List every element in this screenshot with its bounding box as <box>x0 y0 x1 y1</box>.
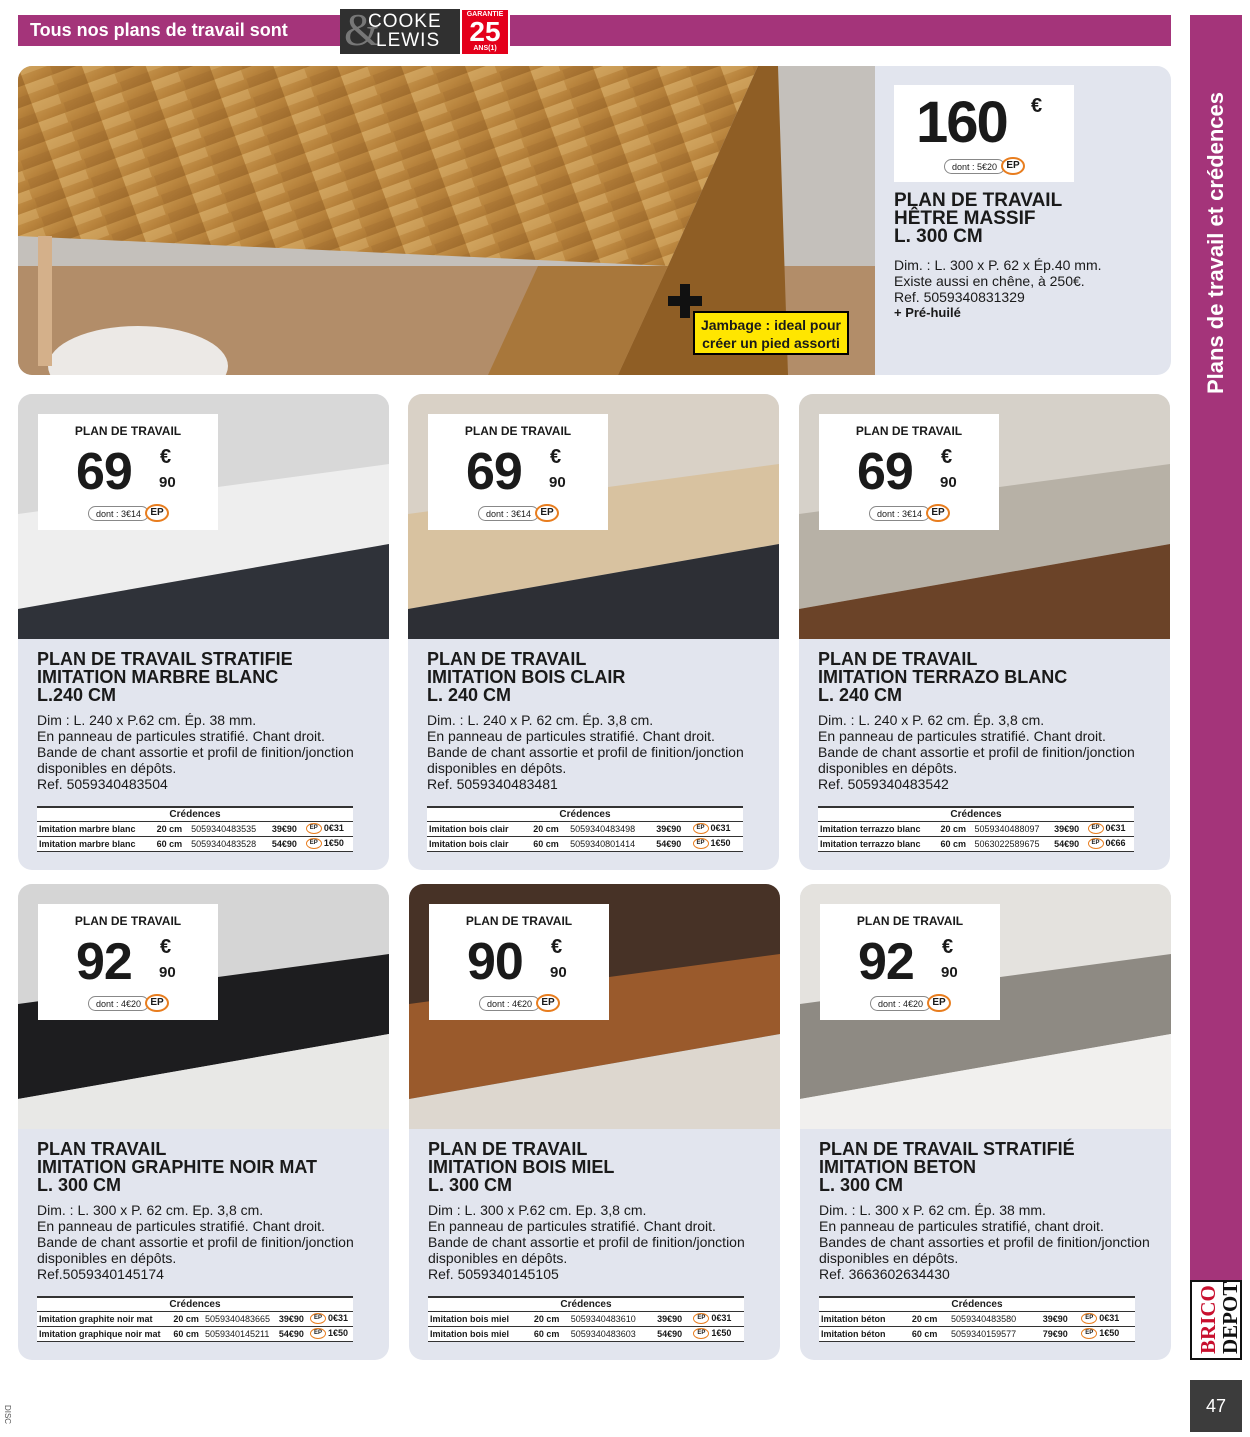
product-desc-line: Ref. 5059340145105 <box>428 1266 559 1282</box>
logo-depot: DEPOT <box>1218 1281 1242 1354</box>
credence-eco: 0€66 <box>1105 837 1126 848</box>
table-row <box>427 836 743 851</box>
product-card[interactable] <box>409 884 780 1360</box>
price-cents: 90 <box>549 474 566 491</box>
table-row <box>819 1311 1135 1326</box>
hero-desc-line: Existe aussi en chêne, à 250€. <box>894 273 1085 289</box>
table-row <box>37 1311 353 1326</box>
guarantee-years: 25 <box>469 16 501 47</box>
product-title-line: L. 240 CM <box>818 685 903 705</box>
price: 92 <box>76 933 132 991</box>
ep-icon: EP <box>306 823 322 834</box>
credence-ref: 5059340159577 <box>949 1326 1041 1341</box>
credence-name: Imitation bois clair <box>427 821 531 836</box>
ep-icon: EP <box>145 504 169 522</box>
credence-name: Imitation béton <box>819 1326 910 1341</box>
ep-icon: EP <box>145 994 169 1012</box>
hero-desc-line: Dim. : L. 300 x P. 62 x Ép.40 mm. <box>894 257 1102 273</box>
product-desc-line: Ref. 5059340483481 <box>427 776 558 792</box>
credence-ref: 5059340483610 <box>569 1311 655 1326</box>
credence-price: 39€90 <box>1041 1311 1080 1326</box>
brico-depot-logo <box>1190 1280 1242 1360</box>
credence-eco: 1€50 <box>327 1327 349 1338</box>
sidebar-title: Plans de travail et crédences <box>1203 91 1228 395</box>
price-box <box>428 414 608 530</box>
credence-name: Imitation terrazzo blanc <box>818 836 938 851</box>
ep-icon: EP <box>693 1328 709 1339</box>
price-label: PLAN DE TRAVAIL <box>855 424 963 438</box>
product-description <box>818 712 1158 792</box>
product-desc-line: Dim. : L. 240 x P. 62 cm. Ép. 3,8 cm. <box>427 712 654 728</box>
product-title-line: IMITATION TERRAZO BLANC <box>818 667 1068 687</box>
header-bar <box>18 4 1171 55</box>
logo-line-1: COOKE <box>368 11 442 32</box>
credence-eco: 1€50 <box>710 837 731 848</box>
credences-table <box>37 1296 353 1342</box>
product-desc-line: Bandes de chant assorties et profil de finition/jonction <box>819 1234 1150 1250</box>
hero-title-line: HÊTRE MASSIF <box>894 208 1036 229</box>
credence-eco: 0€31 <box>1105 822 1126 833</box>
product-title-line: PLAN DE TRAVAIL <box>427 649 587 669</box>
product-description <box>428 1202 768 1282</box>
price-cents: 90 <box>159 474 176 491</box>
header-title: Tous nos plans de travail sont <box>30 20 288 40</box>
credence-ref: 5059340488097 <box>972 821 1052 836</box>
product-desc-line: Ref.5059340145174 <box>37 1266 164 1282</box>
credence-eco: 1€50 <box>1099 1327 1120 1338</box>
ep-icon: EP <box>1088 823 1104 834</box>
product-desc-line: disponibles en dépôts. <box>37 760 177 776</box>
product-card[interactable] <box>800 884 1171 1360</box>
table-row <box>428 1311 744 1326</box>
credence-name: Imitation graphique noir mat <box>37 1326 171 1341</box>
credence-ref: 5059340483665 <box>203 1311 277 1326</box>
product-title-line: PLAN DE TRAVAIL STRATIFIE <box>37 649 293 669</box>
product-title-line: L. 300 CM <box>819 1175 904 1195</box>
hero-price: 160 <box>916 90 1007 155</box>
hero-currency: € <box>1031 95 1043 117</box>
product-desc-line: Bande de chant assortie et profil de finition/jonction <box>427 744 744 760</box>
price-label: PLAN DE TRAVAIL <box>464 424 572 438</box>
price-box <box>820 904 1000 1020</box>
price-box <box>429 904 609 1020</box>
credence-price: 54€90 <box>277 1326 308 1341</box>
logo-line-2: LEWIS <box>376 30 441 51</box>
ep-icon: EP <box>926 504 950 522</box>
ep-icon: EP <box>927 994 951 1012</box>
credence-name: Imitation bois clair <box>427 836 531 851</box>
price: 90 <box>467 933 523 991</box>
credence-ref: 5059340801414 <box>568 836 654 851</box>
credence-size: 20 cm <box>532 1311 569 1326</box>
currency: € <box>551 936 563 958</box>
hero-title <box>894 192 1154 246</box>
ep-icon: EP <box>1081 1313 1097 1324</box>
cooke-lewis-logo <box>340 4 460 55</box>
credence-price: 39€90 <box>1052 821 1085 836</box>
product-card[interactable] <box>18 884 389 1360</box>
price-label: PLAN DE TRAVAIL <box>856 914 964 928</box>
disc-mark: DISC <box>3 1404 13 1425</box>
credence-name: Imitation marbre blanc <box>37 821 155 836</box>
currency: € <box>941 446 953 468</box>
credence-ref: 5059340483603 <box>569 1326 655 1341</box>
table-row <box>818 821 1134 836</box>
product-title <box>818 650 1158 704</box>
table-row <box>818 836 1134 851</box>
product-title-line: PLAN DE TRAVAIL STRATIFIÉ <box>819 1139 1075 1159</box>
price-cents: 90 <box>550 964 567 981</box>
product-title <box>37 1140 377 1194</box>
credence-price: 54€90 <box>1052 836 1085 851</box>
credences-header: Crédences <box>428 1297 744 1311</box>
credence-size: 60 cm <box>531 836 568 851</box>
product-desc-line: En panneau de particules stratifié. Chant droit. <box>37 728 325 744</box>
credences-header: Crédences <box>37 1297 353 1311</box>
hero-price-box <box>894 85 1074 182</box>
product-desc-line: En panneau de particules stratifié. Chant droit. <box>818 728 1106 744</box>
credence-name: Imitation graphite noir mat <box>37 1311 171 1326</box>
product-desc-line: Dim. : L. 240 x P. 62 cm. Ép. 3,8 cm. <box>818 712 1045 728</box>
credence-price: 54€90 <box>655 1326 691 1341</box>
hero-title-line: PLAN DE TRAVAIL <box>894 190 1063 211</box>
credence-size: 20 cm <box>155 821 190 836</box>
table-row <box>37 1326 353 1341</box>
product-card[interactable] <box>799 394 1170 870</box>
credences-header: Crédences <box>818 807 1134 821</box>
product-title-line: IMITATION BETON <box>819 1157 976 1177</box>
credence-size: 60 cm <box>910 1326 949 1341</box>
product-title-line: IMITATION BOIS MIEL <box>428 1157 615 1177</box>
credence-name: Imitation béton <box>819 1311 910 1326</box>
eco-participation <box>88 994 169 1012</box>
product-title-line: L. 240 CM <box>427 685 512 705</box>
product-desc-line: Bande de chant assortie et profil de finition/jonction <box>818 744 1135 760</box>
price: 69 <box>857 443 913 501</box>
credence-eco: 0€31 <box>327 1312 349 1323</box>
hero-description <box>894 257 1164 305</box>
credence-size: 20 cm <box>531 821 568 836</box>
price: 92 <box>858 933 914 991</box>
logo-ampersand: & <box>344 4 380 55</box>
price-box <box>819 414 999 530</box>
currency: € <box>160 446 172 468</box>
credences-table <box>819 1296 1135 1342</box>
credence-price: 54€90 <box>654 836 690 851</box>
jambage-callout <box>693 311 849 355</box>
product-title-line: L. 300 CM <box>37 1175 122 1195</box>
ep-icon: EP <box>310 1313 326 1324</box>
credence-size: 60 cm <box>155 836 190 851</box>
price: 69 <box>76 443 132 501</box>
product-desc-line: Bande de chant assortie et profil de finition/jonction <box>37 1234 354 1250</box>
product-desc-line: En panneau de particules stratifié. Chant droit. <box>428 1218 716 1234</box>
credences-header: Crédences <box>819 1297 1135 1311</box>
price-cents: 90 <box>159 964 176 981</box>
ep-icon: EP <box>1088 838 1104 849</box>
credence-size: 20 cm <box>171 1311 203 1326</box>
credence-eco: 0€31 <box>711 1312 732 1323</box>
logo-brico: BRICO <box>1196 1285 1220 1354</box>
credence-size: 20 cm <box>938 821 972 836</box>
product-title-line: L. 300 CM <box>428 1175 513 1195</box>
eco-participation <box>479 994 560 1012</box>
credence-name: Imitation bois miel <box>428 1311 532 1326</box>
table-row <box>427 821 743 836</box>
table-row <box>819 1326 1135 1341</box>
product-title-line: PLAN DE TRAVAIL <box>428 1139 588 1159</box>
product-description <box>37 1202 377 1282</box>
guarantee-top: GARANTIE <box>466 11 504 18</box>
eco-participation-text: dont : 3€14 <box>869 506 930 521</box>
hero-desc-line: Ref. 5059340831329 <box>894 289 1025 305</box>
product-desc-line: En panneau de particules stratifié. Chant droit. <box>37 1218 325 1234</box>
product-desc-line: disponibles en dépôts. <box>819 1250 959 1266</box>
table-row <box>37 821 353 836</box>
table-row <box>428 1326 744 1341</box>
product-title-line: PLAN DE TRAVAIL <box>818 649 978 669</box>
ep-icon: EP <box>535 504 559 522</box>
credence-ref: 5059340483498 <box>568 821 654 836</box>
price-cents: 90 <box>940 474 957 491</box>
product-title-line: IMITATION MARBRE BLANC <box>37 667 279 687</box>
credence-price: 39€90 <box>277 1311 308 1326</box>
product-title <box>428 1140 768 1194</box>
credences-table <box>428 1296 744 1342</box>
product-desc-line: disponibles en dépôts. <box>428 1250 568 1266</box>
ep-icon: EP <box>310 1328 326 1339</box>
credence-eco: 0€31 <box>1099 1312 1120 1323</box>
credence-price: 39€90 <box>654 821 690 836</box>
product-desc-line: Dim : L. 300 x P.62 cm. Ep. 3,8 cm. <box>428 1202 647 1218</box>
credences-header: Crédences <box>427 807 743 821</box>
price: 69 <box>466 443 522 501</box>
credence-ref: 5059340145211 <box>203 1326 277 1341</box>
product-card[interactable] <box>408 394 779 870</box>
price-label: PLAN DE TRAVAIL <box>465 914 573 928</box>
currency: € <box>550 446 562 468</box>
product-title-line: PLAN TRAVAIL <box>37 1139 167 1159</box>
hero-title-line: L. 300 CM <box>894 226 983 247</box>
credence-size: 60 cm <box>171 1326 203 1341</box>
product-description <box>427 712 767 792</box>
credence-eco: 0€31 <box>323 822 344 833</box>
page-number: 47 <box>1190 1380 1242 1432</box>
credence-ref: 5059340483528 <box>189 836 270 851</box>
eco-participation <box>870 994 951 1012</box>
credence-size: 60 cm <box>532 1326 569 1341</box>
product-desc-line: En panneau de particules stratifié, chant droit. <box>819 1218 1104 1234</box>
product-desc-line: disponibles en dépôts. <box>427 760 567 776</box>
product-desc-line: Dim. : L. 300 x P. 62 cm. Ep. 3,8 cm. <box>37 1202 264 1218</box>
price-label: PLAN DE TRAVAIL <box>74 424 182 438</box>
credence-price: 54€90 <box>270 836 304 851</box>
product-title <box>427 650 767 704</box>
eco-participation-text: dont : 3€14 <box>88 506 149 521</box>
credence-name: Imitation terrazzo blanc <box>818 821 938 836</box>
price-label: PLAN DE TRAVAIL <box>74 914 182 928</box>
guarantee-badge <box>460 8 510 56</box>
product-title <box>819 1140 1159 1194</box>
credence-ref: 5059340483535 <box>189 821 270 836</box>
currency: € <box>942 936 954 958</box>
credence-price: 39€90 <box>270 821 304 836</box>
product-desc-line: Ref. 3663602634430 <box>819 1266 950 1282</box>
price-cents: 90 <box>941 964 958 981</box>
product-description <box>819 1202 1159 1282</box>
credence-price: 39€90 <box>655 1311 691 1326</box>
product-desc-line: disponibles en dépôts. <box>37 1250 177 1266</box>
eco-participation-text: dont : 3€14 <box>478 506 539 521</box>
hero-extra-feature: + Pré-huilé <box>894 305 961 320</box>
eco-participation <box>869 504 950 522</box>
product-title-line: L.240 CM <box>37 685 117 705</box>
section-sidebar <box>1190 15 1242 1280</box>
credence-size: 60 cm <box>938 836 972 851</box>
product-desc-line: Dim. : L. 300 x P. 62 cm. Ép. 38 mm. <box>819 1202 1046 1218</box>
table-row <box>37 836 353 851</box>
credence-eco: 1€50 <box>323 837 344 848</box>
credences-table <box>37 806 353 852</box>
product-desc-line: Ref. 5059340483504 <box>37 776 168 792</box>
credence-eco: 0€31 <box>710 822 731 833</box>
guarantee-bottom: ANS(1) <box>473 45 497 52</box>
hero-product-card[interactable] <box>18 66 1171 375</box>
credence-size: 20 cm <box>910 1311 949 1326</box>
callout-line-2: créer un pied assorti <box>702 335 840 351</box>
product-title <box>37 650 377 704</box>
credences-header: Crédences <box>37 807 353 821</box>
product-desc-line: disponibles en dépôts. <box>818 760 958 776</box>
eco-participation <box>478 504 559 522</box>
credences-table <box>427 806 743 852</box>
product-desc-line: Ref. 5059340483542 <box>818 776 949 792</box>
credence-ref: 5063022589675 <box>972 836 1052 851</box>
product-desc-line: Bande de chant assortie et profil de finition/jonction <box>37 744 354 760</box>
eco-participation-text: dont : 5€20 <box>944 159 1005 174</box>
credences-table <box>818 806 1134 852</box>
credence-name: Imitation marbre blanc <box>37 836 155 851</box>
credence-ref: 5059340483580 <box>949 1311 1041 1326</box>
credence-price: 79€90 <box>1041 1326 1080 1341</box>
product-desc-line: Dim : L. 240 x P.62 cm. Ép. 38 mm. <box>37 712 257 728</box>
ep-icon: EP <box>1001 157 1025 175</box>
product-desc-line: Bande de chant assortie et profil de finition/jonction <box>428 1234 745 1250</box>
eco-participation-text: dont : 4€20 <box>88 996 149 1011</box>
product-title-line: IMITATION GRAPHITE NOIR MAT <box>37 1157 317 1177</box>
product-title-line: IMITATION BOIS CLAIR <box>427 667 626 687</box>
eco-participation-text: dont : 4€20 <box>479 996 540 1011</box>
callout-line-1: Jambage : ideal pour <box>700 317 842 333</box>
product-card[interactable] <box>18 394 389 870</box>
price-box <box>38 904 218 1020</box>
product-description <box>37 712 377 792</box>
eco-participation-text: dont : 4€20 <box>870 996 931 1011</box>
credence-name: Imitation bois miel <box>428 1326 532 1341</box>
ep-icon: EP <box>693 1313 709 1324</box>
currency: € <box>160 936 172 958</box>
price-box <box>38 414 218 530</box>
eco-participation <box>88 504 169 522</box>
ep-icon: EP <box>693 823 709 834</box>
ep-icon: EP <box>693 838 709 849</box>
ep-icon: EP <box>1081 1328 1097 1339</box>
credence-eco: 1€50 <box>711 1327 732 1338</box>
product-desc-line: En panneau de particules stratifié. Chant droit. <box>427 728 715 744</box>
ep-icon: EP <box>306 838 322 849</box>
eco-participation <box>944 157 1025 175</box>
ep-icon: EP <box>536 994 560 1012</box>
